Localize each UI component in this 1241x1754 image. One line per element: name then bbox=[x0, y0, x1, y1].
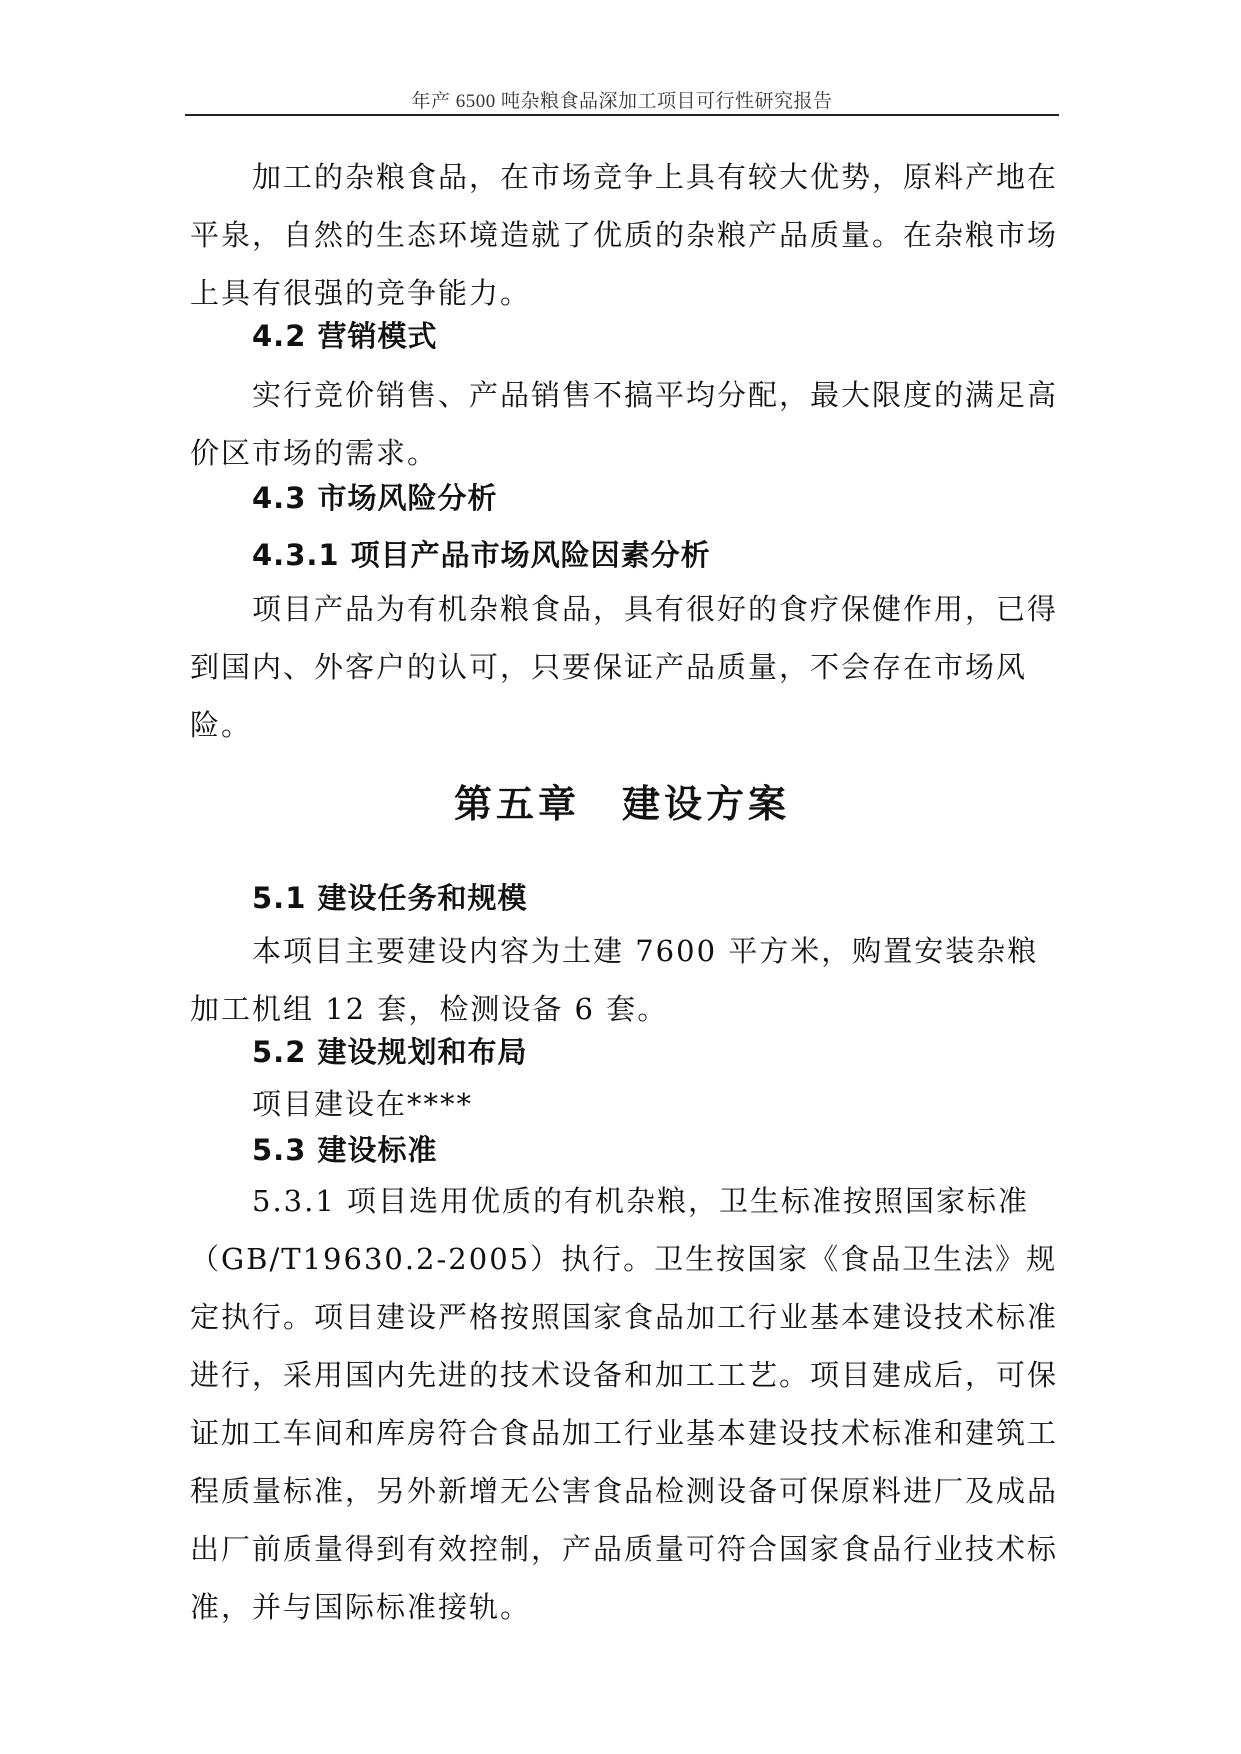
construction-layout-paragraph: 项目建设在**** bbox=[190, 1087, 474, 1121]
section-heading-5-3: 5.3 建设标准 bbox=[252, 1133, 438, 1167]
section-heading-4-3-1: 4.3.1 项目产品市场风险因素分析 bbox=[252, 538, 711, 572]
section-heading-5-2: 5.2 建设规划和布局 bbox=[252, 1035, 528, 1069]
header-divider bbox=[185, 114, 1059, 116]
marketing-model-paragraph: 实行竞价销售、产品销售不搞平均分配，最大限度的满足高价区市场的需求。 bbox=[190, 378, 1059, 470]
chapter-title: 第五章 建设方案 bbox=[453, 781, 790, 826]
section-heading-5-1: 5.1 建设任务和规模 bbox=[252, 881, 528, 915]
market-competitiveness-paragraph: 加工的杂粮食品，在市场竞争上具有较大优势，原料产地在平泉，自然的生态环境造就了优质的杂粮产品质量。在杂粮市场上具有很强的竞争能力。 bbox=[190, 160, 1059, 310]
construction-scope-paragraph: 本项目主要建设内容为土建 7600 平方米，购置安装杂粮加工机组 12 套，检测设备 6 套。 bbox=[190, 934, 1039, 1026]
page-header: 年产 6500 吨杂粮食品深加工项目可行性研究报告 bbox=[411, 91, 833, 112]
section-heading-4-2: 4.2 营销模式 bbox=[252, 319, 438, 353]
section-heading-4-3: 4.3 市场风险分析 bbox=[252, 481, 498, 515]
market-risk-paragraph: 项目产品为有机杂粮食品，具有很好的食疗保健作用，已得到国内、外客户的认可，只要保证产品质量，不会存在市场风险。 bbox=[190, 592, 1059, 742]
construction-standards-paragraph: 5.3.1 项目选用优质的有机杂粮，卫生标准按照国家标准（GB/T19630.2-2005）执行。卫生按国家《食品卫生法》规定执行。项目建设严格按照国家食品加工行业基本建设技术标准进行，采用国内先进的技术设备和加工工艺。项目建成后，可保证加工车间和库房符合食品加工行业基本建设技术标准和建筑工程质量标准，另外新增无公害食品检测设备可保原料进厂及成品出厂前质量得到有效控制，产品质量可符合国家食品行业技术标准，并与国际标准接轨。 bbox=[190, 1184, 1059, 1624]
